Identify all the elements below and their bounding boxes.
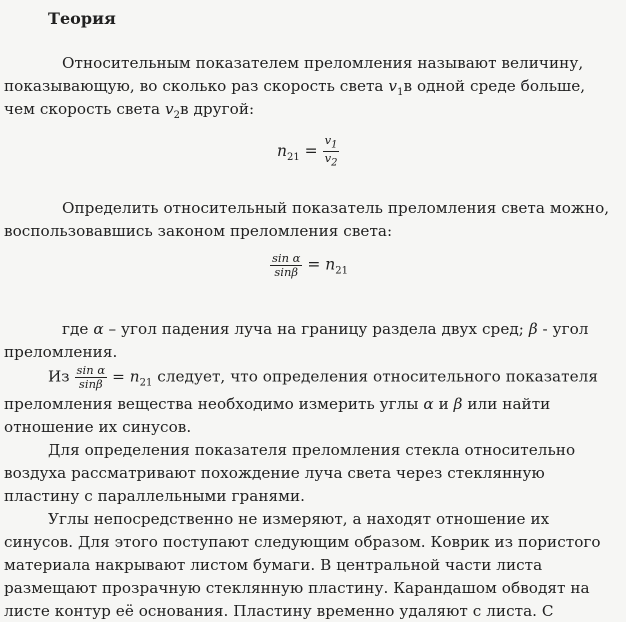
p5-line-5: листе контур её основания. Пластину временно удаляют с листа. С: [4, 602, 554, 620]
fraction-sin-ratio: $\frac{\text{sin α}}{\sin\beta}$: [272, 251, 301, 279]
p5-line-3: материала накрывают листом бумаги. В центральной части листа: [4, 556, 543, 574]
p2-line-2: воспользовавшись законом преломления света:: [4, 222, 393, 240]
p3-line-5: отношение их синусов.: [4, 418, 192, 436]
p3-line-1: где α – угол падения луча на границу раздела двух сред; β - угол: [62, 320, 589, 338]
p5-line-4: размещают прозрачную стеклянную пластину. Карандашом обводят на: [4, 579, 590, 597]
p4-line-1: Для определения показателя преломления стекла относительно: [48, 441, 576, 459]
p1-line-3: чем скорость света $v_2в$ другой:: [4, 100, 255, 122]
section-heading: Теория: [48, 9, 116, 28]
formula-snell-law: $\frac{\text{sin α}}{\sin\beta}$ = $n_{21}$: [272, 251, 349, 279]
p3-line-4: преломления вещества необходимо измерить углы α и β или найти: [4, 395, 551, 413]
fraction-sin-ratio-inline: $\frac{\text{sin α}}{\sin\beta}$: [76, 363, 106, 391]
p1-line-1: Относительным показателем преломления называют величину,: [62, 54, 584, 72]
p4-line-3: пластину с параллельными гранями.: [4, 487, 306, 505]
fraction-v1-v2: $\frac{v_1}{v_2}$: [324, 133, 338, 169]
p5-line-1: Углы непосредственно не измеряют, а находят отношение их: [48, 510, 550, 528]
p5-line-2: синусов. Для этого поступают следующим образом. Коврик из пористого: [4, 533, 601, 551]
p1-line-2: показывающую, во сколько раз скорость света $v_1в$ одной среде больше,: [4, 77, 586, 99]
p4-line-2: воздуха рассматривают похождение луча света через стеклянную: [4, 464, 545, 482]
p2-line-1: Определить относительный показатель преломления света можно,: [62, 199, 610, 217]
p3-line-2: преломления.: [4, 343, 118, 361]
formula-n21-ratio: $n_{21}$ = $\frac{v_1}{v_2}$: [277, 133, 338, 169]
p3-line-3: Из $\frac{\text{sin α}}{\sin\beta}$ = $n_{21}$ следует, что определения относительного показателя: [48, 363, 598, 391]
